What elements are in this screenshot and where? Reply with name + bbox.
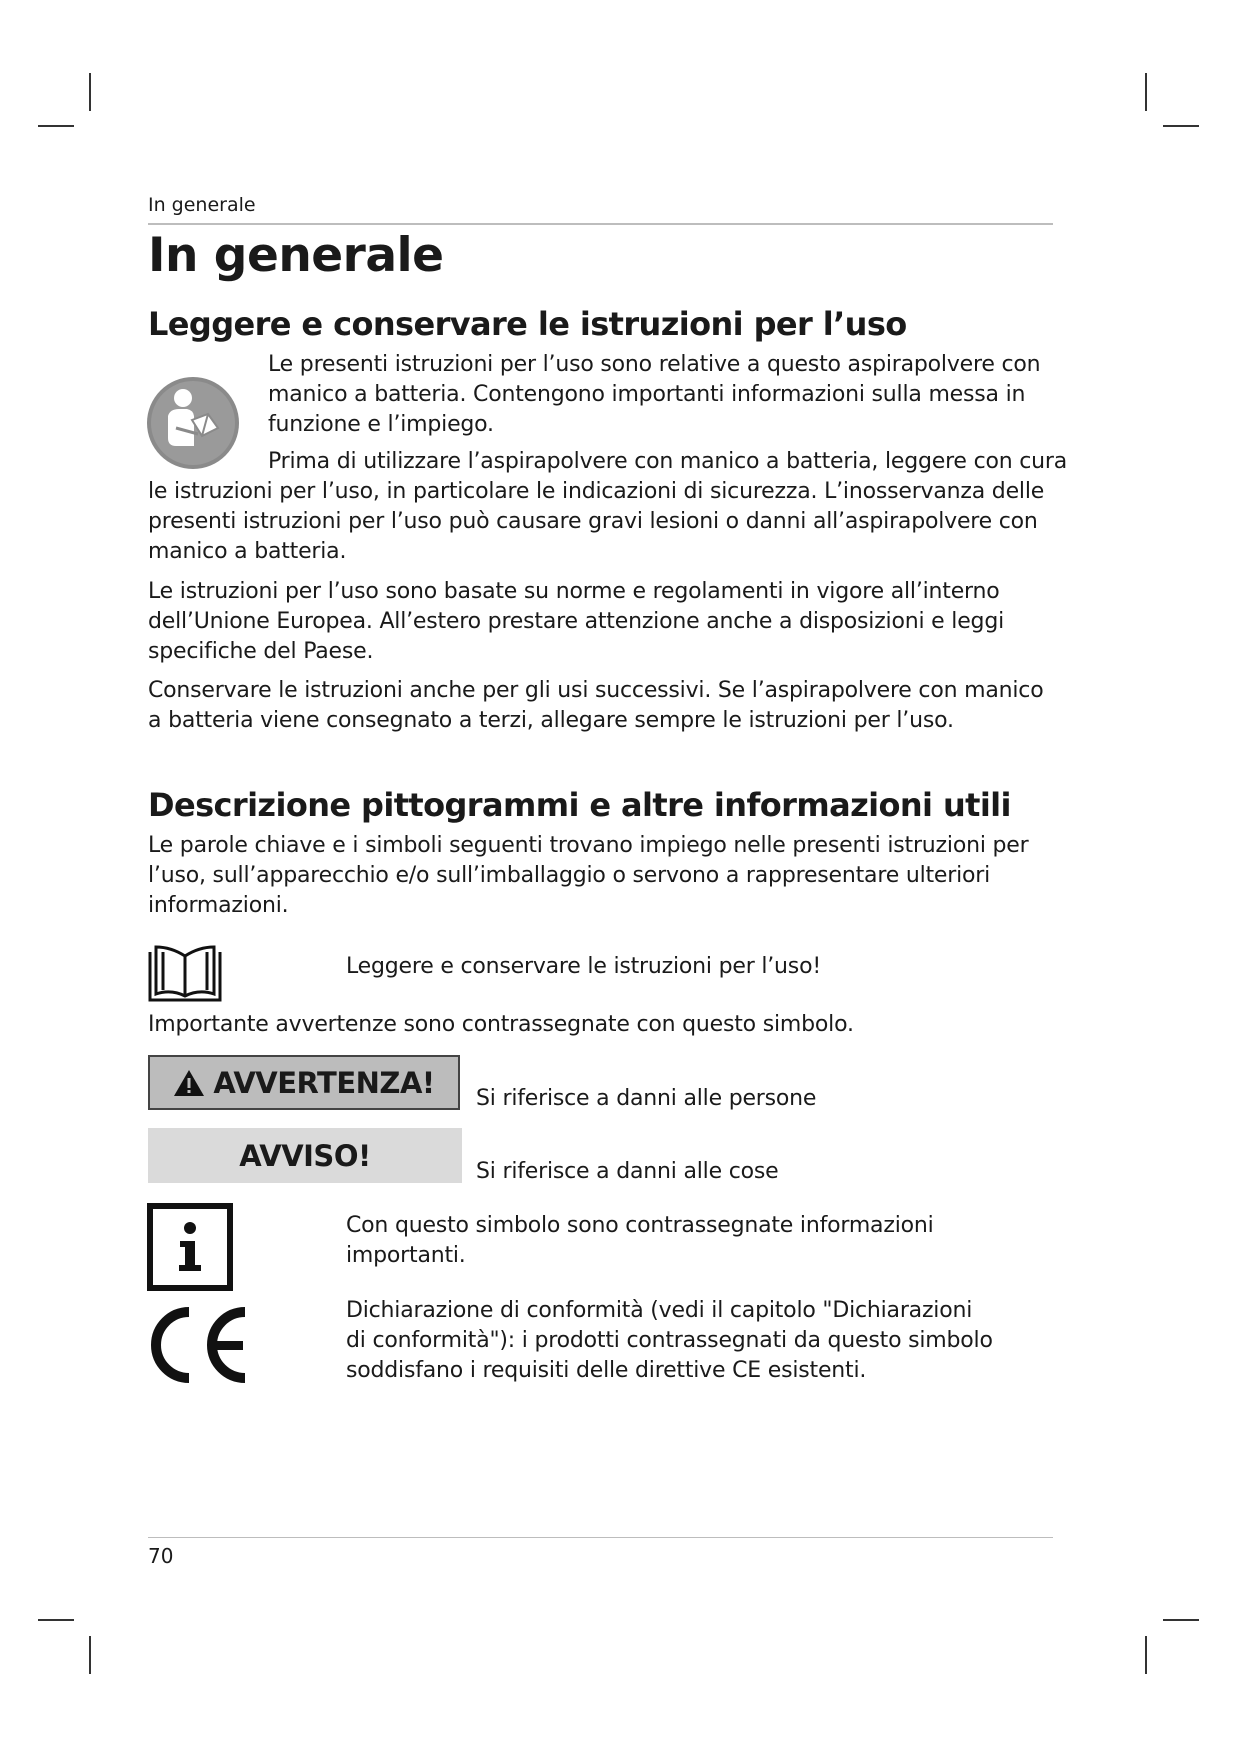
- crop-mark: [89, 1636, 91, 1674]
- running-header: In generale: [148, 194, 256, 216]
- ce-description-line: soddisfano i requisiti delle direttive CE esistenti.: [346, 1358, 867, 1383]
- paragraph-line: Prima di utilizzare l’aspirapolvere con manico a batteria, leggere con cura: [268, 449, 1068, 474]
- info-description: Con questo simbolo sono contrassegnate informazioni importanti.: [346, 1213, 934, 1268]
- crop-mark: [38, 125, 74, 127]
- notice-label-box: [148, 1128, 462, 1183]
- paragraph: le istruzioni per l’uso, in particolare le indicazioni di sicurezza. L’inosservanza delle presenti istruzioni per l’uso può causare gravi lesioni o danni all’aspirapolvere con manico a batteria.: [148, 479, 1045, 564]
- book-icon: [147, 944, 223, 1004]
- paragraph: Importante avvertenze sono contrassegnate con questo simbolo.: [148, 1012, 854, 1037]
- warning-label: AVVERTENZA!: [213, 1065, 435, 1100]
- footer-rule: [148, 1537, 1053, 1538]
- section-heading-read-instructions: Leggere e conservare le istruzioni per l’uso: [148, 305, 907, 343]
- crop-mark: [1163, 125, 1199, 127]
- page-title: In generale: [148, 228, 444, 283]
- warning-description: Si riferisce a danni alle persone: [476, 1086, 817, 1111]
- ce-mark-icon: [147, 1306, 251, 1384]
- ce-description-line: di conformità"): i prodotti contrassegnati da questo simbolo: [346, 1328, 993, 1353]
- crop-mark: [38, 1619, 74, 1621]
- section-heading-pictograms: Descrizione pittogrammi e altre informazioni utili: [148, 786, 1011, 824]
- warning-label-box: [148, 1055, 460, 1110]
- paragraph: Le parole chiave e i simboli seguenti trovano impiego nelle presenti istruzioni per l’uso, sull’apparecchio e/o sull’imballaggio o servono a rappresentare ulteriori informazioni.: [148, 833, 1029, 918]
- crop-mark: [89, 73, 91, 111]
- notice-label: AVVISO!: [239, 1138, 371, 1173]
- header-rule: [148, 223, 1053, 225]
- crop-mark: [1145, 1636, 1147, 1674]
- paragraph: Le istruzioni per l’uso sono basate su norme e regolamenti in vigore all’interno dell’Unione Europea. All’estero prestare attenzione anche a disposizioni e leggi specifiche del Paese.: [148, 579, 1004, 664]
- ce-description-line: Dichiarazione di conformità (vedi il capitolo "Dichiarazioni: [346, 1298, 973, 1323]
- crop-mark: [1163, 1619, 1199, 1621]
- read-manual-icon: [146, 376, 240, 470]
- pictogram-description: Leggere e conservare le istruzioni per l’uso!: [346, 954, 821, 979]
- paragraph: Le presenti istruzioni per l’uso sono relative a questo aspirapolvere con manico a batteria. Contengono importanti informazioni sulla messa in funzione e l’impiego.: [268, 352, 1041, 437]
- crop-mark: [1145, 73, 1147, 111]
- paragraph: Conservare le istruzioni anche per gli usi successivi. Se l’aspirapolvere con manico a batteria viene consegnato a terzi, allegare sempre le istruzioni per l’uso.: [148, 678, 1044, 733]
- warning-triangle-icon: [173, 1069, 205, 1097]
- info-icon: [147, 1203, 233, 1291]
- notice-description: Si riferisce a danni alle cose: [476, 1159, 779, 1184]
- page-number: 70: [148, 1544, 174, 1568]
